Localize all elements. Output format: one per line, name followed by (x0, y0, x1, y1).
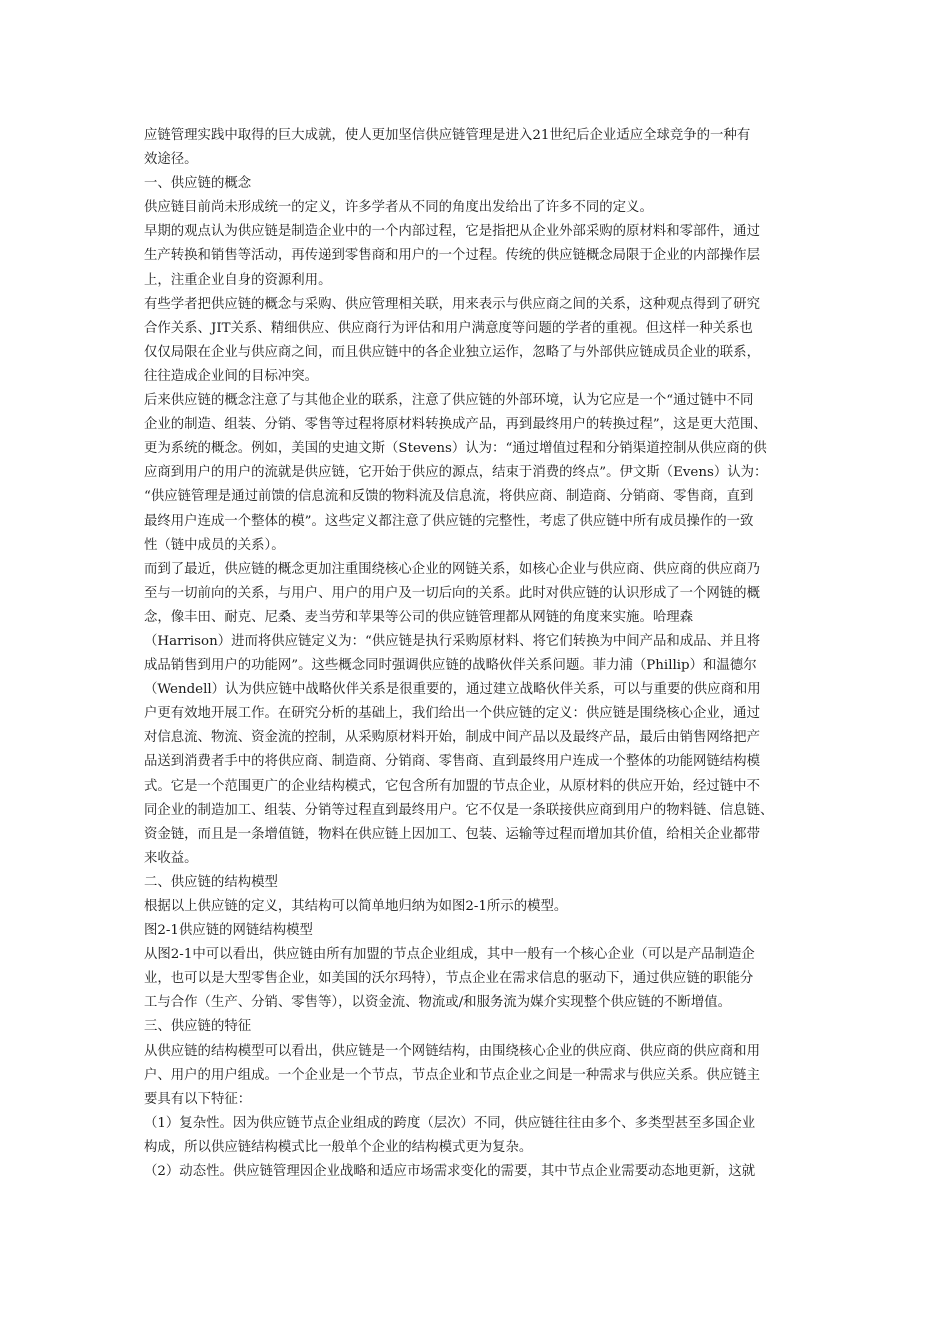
text-line: 三、供应链的特征 (144, 1019, 252, 1035)
text-line: 性（链中成员的关系）。 (144, 537, 285, 553)
text-line: （2）动态性。供应链管理因企业战略和适应市场需求变化的需要，其中节点企业需要动态地更新，这就 (144, 1164, 756, 1180)
text-line: 而到了最近，供应链的概念更加注重围绕核心企业的网链关系，如核心企业与供应商、供应商的供应商乃 (144, 561, 760, 577)
text-line: 工与合作（生产、分销、零售等），以资金流、物流或/和服务流为媒介实现整个供应链的不断增值。 (144, 995, 731, 1011)
text-line: 念，像丰田、耐克、尼桑、麦当劳和苹果等公司的供应链管理都从网链的角度来实施。哈理森 (144, 609, 694, 625)
text-line: 业，也可以是大型零售企业，如美国的沃尔玛特），节点企业在需求信息的驱动下，通过供应链的职能分 (144, 971, 754, 987)
text-line: 合作关系、JIT关系、精细供应、供应商行为评估和用户满意度等问题的学者的重视。但这样一种关系也 (144, 320, 753, 336)
text-line: 来收益。 (144, 850, 198, 866)
text-line: 后来供应链的概念注意了与其他企业的联系，注意了供应链的外部环境，认为它应是一个“通过链中不同 (144, 393, 754, 409)
text-line: “供应链管理是通过前馈的信息流和反馈的物料流及信息流，将供应商、制造商、分销商、零售商，直到 (144, 489, 754, 505)
text-line: 更为系统的概念。例如，美国的史迪文斯（Stevens）认为：“通过增值过程和分销渠道控制从供应商的供 (144, 441, 767, 457)
text-line: 有些学者把供应链的概念与采购、供应管理相关联，用来表示与供应商之间的关系，这种观点得到了研究 (144, 296, 760, 312)
text-line: 资金链，而且是一条增值链，物料在供应链上因加工、包装、运输等过程而增加其价值，给相关企业都带 (144, 826, 760, 842)
text-line: 图2-1供应链的网链结构模型 (144, 923, 313, 939)
text-line: 仅仅局限在企业与供应商之间，而且供应链中的各企业独立运作，忽略了与外部供应链成员企业的联系， (144, 344, 760, 360)
text-line: 从供应链的结构模型可以看出，供应链是一个网链结构，由围绕核心企业的供应商、供应商的供应商和用 (144, 1043, 760, 1059)
text-line: 一、供应链的概念 (144, 176, 252, 192)
text-line: 供应链目前尚未形成统一的定义，许多学者从不同的角度出发给出了许多不同的定义。 (144, 200, 653, 216)
text-line: 应商到用户的用户的流就是供应链，它开始于供应的源点，结束于消费的终点”。伊文斯（Evens）认为： (144, 465, 768, 481)
text-line: 品送到消费者手中的将供应商、制造商、分销商、零售商、直到最终用户连成一个整体的功能网链结构模 (144, 754, 760, 770)
text-line: 企业的制造、组装、分销、零售等过程将原材料转换成产品，再到最终用户的转换过程”，这是更大范围、 (144, 417, 767, 433)
text-line: 构成，所以供应链结构模式比一般单个企业的结构模式更为复杂。 (144, 1139, 533, 1155)
text-line: 户更有效地开展工作。在研究分析的基础上，我们给出一个供应链的定义：供应链是围绕核心企业，通过 (144, 706, 760, 722)
text-line: （Wendell）认为供应链中战略伙伴关系是很重要的，通过建立战略伙伴关系，可以与重要的供应商和用 (144, 682, 761, 698)
text-line: 至与一切前向的关系，与用户、用户的用户及一切后向的关系。此时对供应链的认识形成了一个网链的概 (144, 585, 760, 601)
text-line: 同企业的制造加工、组装、分销等过程直到最终用户。它不仅是一条联接供应商到用户的物料链、信息链、 (144, 802, 774, 818)
text-line: 根据以上供应链的定义，其结构可以简单地归纳为如图2-1所示的模型。 (144, 899, 568, 914)
text-line: （1）复杂性。因为供应链节点企业组成的跨度（层次）不同，供应链往往由多个、多类型甚至多国企业 (144, 1115, 756, 1131)
document-body (144, 124, 824, 1184)
text-line: 最终用户连成一个整体的模”。这些定义都注意了供应链的完整性，考虑了供应链中所有成员操作的一致 (144, 513, 754, 529)
text-line: 从图2-1中可以看出，供应链由所有加盟的节点企业组成，其中一般有一个核心企业（可以是产品制造企 (144, 947, 755, 963)
text-line: 户、用户的用户组成。一个企业是一个节点，节点企业和节点企业之间是一种需求与供应关系。供应链主 (144, 1067, 760, 1083)
text-line: 对信息流、物流、资金流的控制，从采购原材料开始，制成中间产品以及最终产品，最后由销售网络把产 (144, 730, 760, 746)
text-line: 往往造成企业间的目标冲突。 (144, 368, 319, 384)
text-line: 效途径。 (144, 152, 198, 168)
text-line: 早期的观点认为供应链是制造企业中的一个内部过程，它是指把从企业外部采购的原材料和零部件，通过 (144, 224, 760, 240)
text-line: 二、供应链的结构模型 (144, 874, 278, 890)
text-line: 成品销售到用户的功能网”。这些概念同时强调供应链的战略伙伴关系问题。菲力浦（Phillip）和温德尔 (144, 658, 757, 674)
text-line: 应链管理实践中取得的巨大成就，使人更加坚信供应链管理是进入21世纪后企业适应全球竞争的一种有 (144, 128, 751, 143)
text-line: 生产转换和销售等活动，再传递到零售商和用户的一个过程。传统的供应链概念局限于企业的内部操作层 (144, 248, 760, 264)
text-line: （Harrison）进而将供应链定义为：“供应链是执行采购原材料、将它们转换为中间产品和成品、并且将 (144, 633, 761, 649)
text-line: 上，注重企业自身的资源利用。 (144, 272, 332, 288)
text-line: 式。它是一个范围更广的企业结构模式，它包含所有加盟的节点企业，从原材料的供应开始，经过链中不 (144, 778, 760, 794)
text-line: 要具有以下特征： (144, 1091, 252, 1107)
